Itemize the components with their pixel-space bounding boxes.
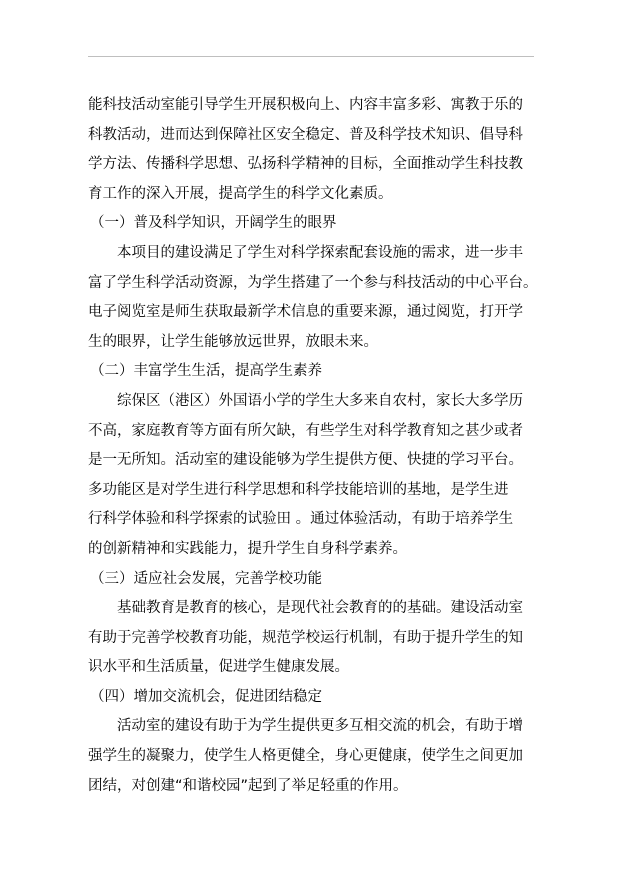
body-text-line: 识水平和生活质量，促进学生健康发展。 <box>88 659 349 676</box>
body-text-line: 能科技活动室能引导学生开展积极向上、内容丰富多彩、寓教于乐的 <box>88 97 523 113</box>
body-text-line: 生的眼界，让学生能够放远世界，放眼未来。 <box>88 333 378 350</box>
page-header-rule <box>88 56 534 57</box>
body-text-line: 科教活动，进而达到保障社区安全稳定、普及科学技术知识、倡导科 <box>88 126 523 143</box>
body-text-line: 学方法、传播科学思想、弘扬科学精神的目标，全面推动学生科技教 <box>88 156 523 173</box>
body-text-line: 富了学生科学活动资源，为学生搭建了一个参与科技活动的中心平台。 <box>88 274 538 291</box>
body-text-line: 强学生的凝聚力，使学生人格更健全，身心更健康，使学生之间更加 <box>88 748 523 765</box>
body-text-line: 活动室的建设有助于为学生提供更多互相交流的机会，有助于增 <box>117 718 523 735</box>
body-text-line: 有助于完善学校教育功能，规范学校运行机制，有助于提升学生的知 <box>88 629 523 646</box>
section-heading: （四）增加交流机会，促进团结稳定 <box>90 688 322 705</box>
body-text-line: 基础教育是教育的核心，是现代社会教育的的基础。建设活动室 <box>117 600 523 617</box>
body-text-line: 是一无所知。活动室的建设能够为学生提供方便、快捷的学习平台。 <box>88 452 523 469</box>
body-text-line: 行科学体验和科学探索的试验田 。通过体验活动，有助于培养学生 <box>88 511 514 528</box>
body-text-line: 本项目的建设满足了学生对科学探索配套设施的需求，进一步丰 <box>117 244 523 261</box>
section-heading: （一）普及科学知识，开阔学生的眼界 <box>90 215 337 232</box>
body-text-line: 育工作的深入开展，提高学生的科学文化素质。 <box>88 185 393 202</box>
section-heading: （二）丰富学生生活，提高学生素养 <box>90 363 322 380</box>
body-text-line: 团结，对创建“和谐校园”起到了举足轻重的作用。 <box>88 777 408 794</box>
body-text-line: 多功能区是对学生进行科学思想和科学技能培训的基地，是学生进 <box>88 481 509 498</box>
body-text-line: 的创新精神和实践能力，提升学生自身科学素养。 <box>88 540 407 557</box>
document-body <box>88 91 536 801</box>
body-text-line: 综保区（港区）外国语小学的学生大多来自农村，家长大多学历 <box>117 392 523 409</box>
body-text-line: 电子阅览室是师生获取最新学术信息的重要来源，通过阅览，打开学 <box>88 304 523 321</box>
section-heading: （三）适应社会发展，完善学校功能 <box>90 570 322 587</box>
body-text-line: 不高，家庭教育等方面有所欠缺，有些学生对科学教育知之甚少或者 <box>88 422 523 439</box>
